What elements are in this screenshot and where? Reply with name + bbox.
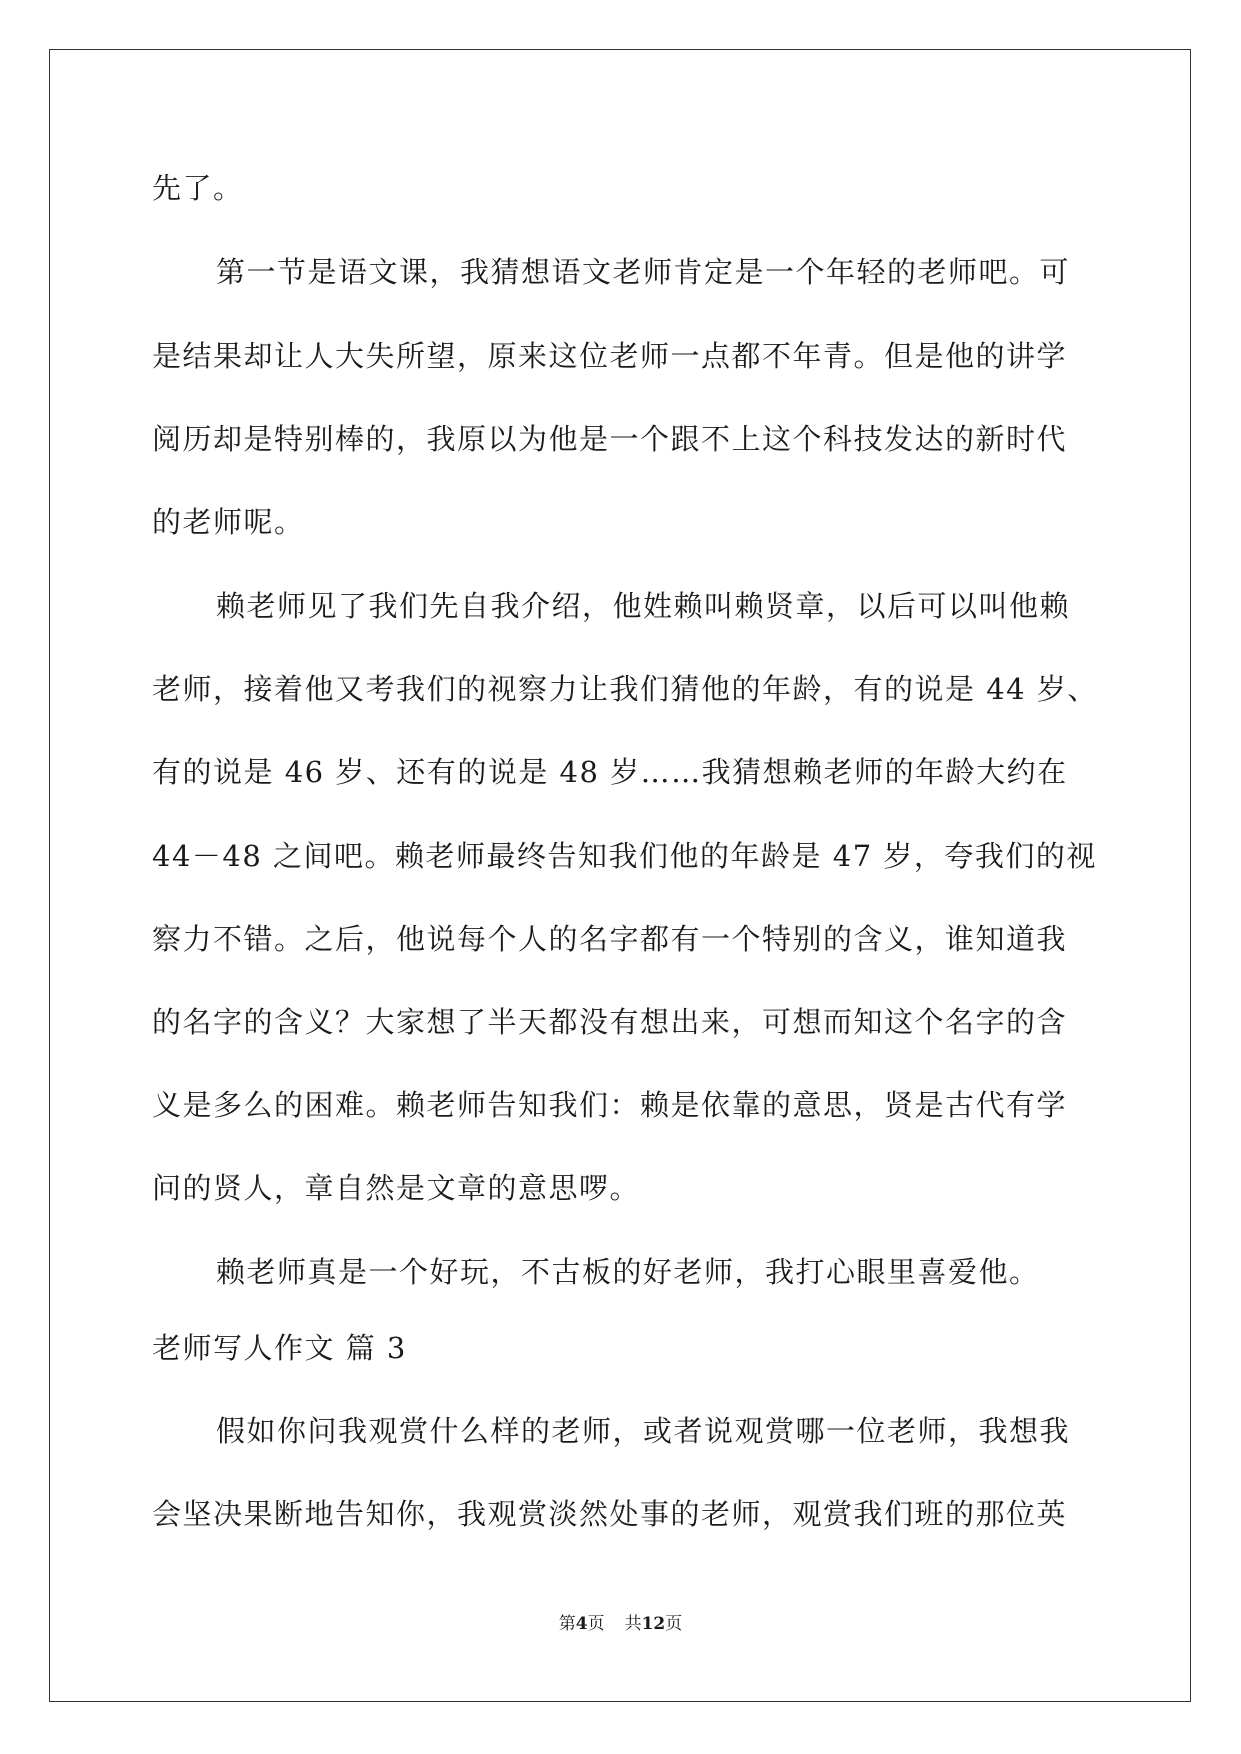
text-line: 老师，接着他又考我们的视察力让我们猜他的年龄，有的说是 44 岁、 [152,672,1098,706]
text-line: 先了。 [152,171,244,205]
page-number: 4 [575,1614,588,1634]
text-line: 赖老师真是一个好玩，不古板的好老师，我打心眼里喜爱他。 [216,1255,1040,1289]
total-pages: 12 [641,1614,666,1634]
text-line: 44－48 之间吧。赖老师最终告知我们他的年龄是 47 岁，夸我们的视 [152,839,1097,873]
text-line: 会坚决果断地告知你，我观赏淡然处事的老师，观赏我们班的那位英 [152,1497,1068,1531]
text-line: 是结果却让人大失所望，原来这位老师一点都不年青。但是他的讲学 [152,339,1068,373]
total-prefix: 共 [624,1614,642,1634]
text-line: 假如你问我观赏什么样的老师，或者说观赏哪一位老师，我想我 [216,1414,1071,1448]
text-line: 问的贤人，章自然是文章的意思啰。 [152,1171,641,1205]
text-line: 的名字的含义？大家想了半天都没有想出来，可想而知这个名字的含 [152,1005,1068,1039]
text-line: 阅历却是特别棒的，我原以为他是一个跟不上这个科技发达的新时代 [152,422,1068,456]
total-suffix: 页 [665,1614,683,1634]
text-line: 赖老师见了我们先自我介绍，他姓赖叫赖贤章，以后可以叫他赖 [216,589,1071,623]
page-prefix: 第 [558,1614,576,1634]
section-heading: 老师写人作文 篇 3 [152,1331,407,1365]
text-line: 有的说是 46 岁、还有的说是 48 岁……我猜想赖老师的年龄大约在 [152,755,1068,789]
page-footer [0,1612,1241,1636]
text-line: 察力不错。之后，他说每个人的名字都有一个特别的含义，谁知道我 [152,922,1068,956]
text-line: 第一节是语文课，我猜想语文老师肯定是一个年轻的老师吧。可 [216,255,1071,289]
text-line: 的老师呢。 [152,505,305,539]
text-line: 义是多么的困难。赖老师告知我们：赖是依靠的意思，贤是古代有学 [152,1088,1068,1122]
page-suffix: 页 [587,1614,605,1634]
